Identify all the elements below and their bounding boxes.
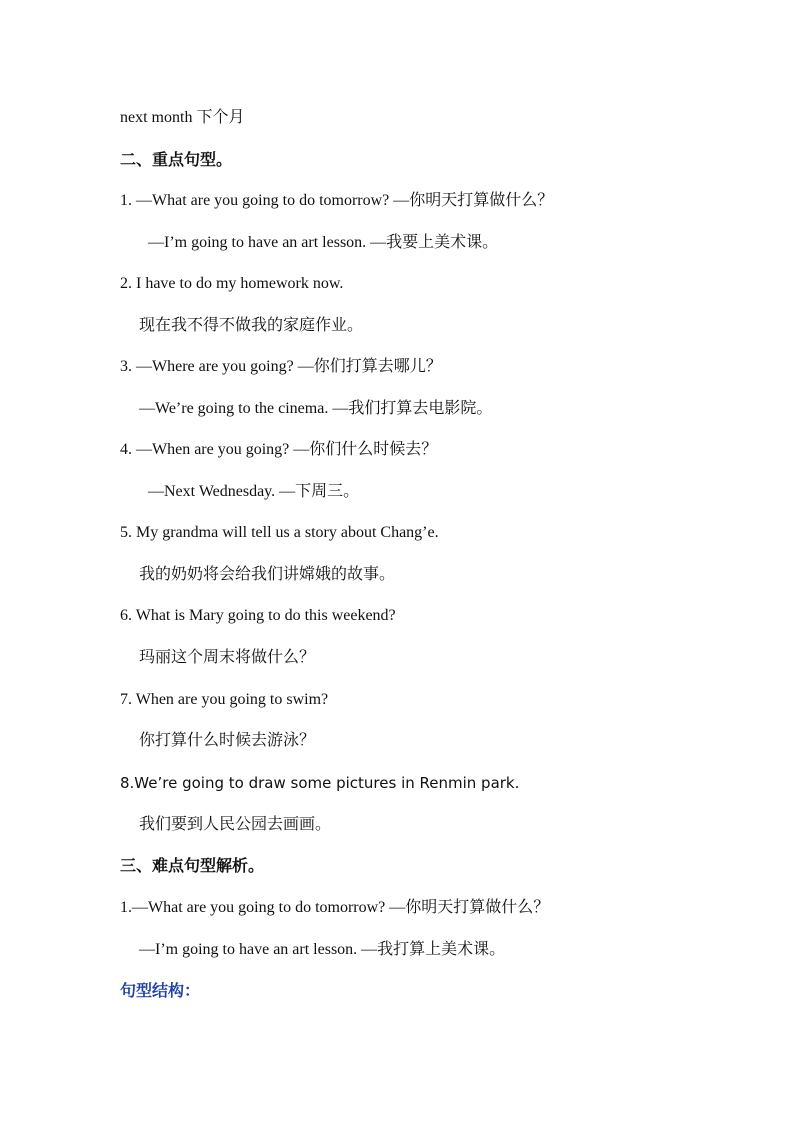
analysis-1-question: 1.—What are you going to do tomorrow? —你明天打算做什么？ (120, 899, 550, 916)
sentence-4-answer: —Next Wednesday. —下周三。 (148, 483, 360, 500)
sentence-2-translation: 现在我不得不做我的家庭作业。 (139, 317, 364, 334)
sentence-7: 7. When are you going to swim? (120, 691, 329, 708)
sentence-5: 5. My grandma will tell us a story about Chang’e. (120, 524, 439, 541)
sentence-4-question: 4. —When are you going? —你们什么时候去？ (120, 441, 438, 458)
sentence-2: 2. I have to do my homework now. (120, 275, 344, 292)
analysis-1-answer: —I’m going to have an art lesson. —我打算上美术课。 (139, 941, 506, 958)
sentence-1-question: 1. —What are you going to do tomorrow? —你明天打算做什么？ (120, 192, 554, 209)
sentence-structure-heading: 句型结构： (120, 981, 201, 1000)
sentence-8-translation: 我们要到人民公园去画画。 (139, 816, 332, 833)
sentence-8: 8.We’re going to draw some pictures in Renmin park. (120, 774, 520, 792)
sentence-1-answer: —I’m going to have an art lesson. —我要上美术课。 (148, 234, 499, 251)
sentence-3-answer: —We’re going to the cinema. —我们打算去电影院。 (139, 400, 493, 417)
sentence-6-translation: 玛丽这个周末将做什么？ (139, 649, 316, 666)
section-heading-key-sentences: 二、重点句型。 (120, 150, 233, 169)
section-heading-difficult-sentences: 三、难点句型解析。 (120, 856, 265, 875)
sentence-6: 6. What is Mary going to do this weekend? (120, 607, 396, 624)
sentence-5-translation: 我的奶奶将会给我们讲嫦娥的故事。 (139, 566, 396, 583)
vocab-next-month: next month 下个月 (120, 109, 245, 126)
sentence-7-translation: 你打算什么时候去游泳？ (139, 732, 316, 749)
sentence-3-question: 3. —Where are you going? —你们打算去哪儿？ (120, 358, 442, 375)
